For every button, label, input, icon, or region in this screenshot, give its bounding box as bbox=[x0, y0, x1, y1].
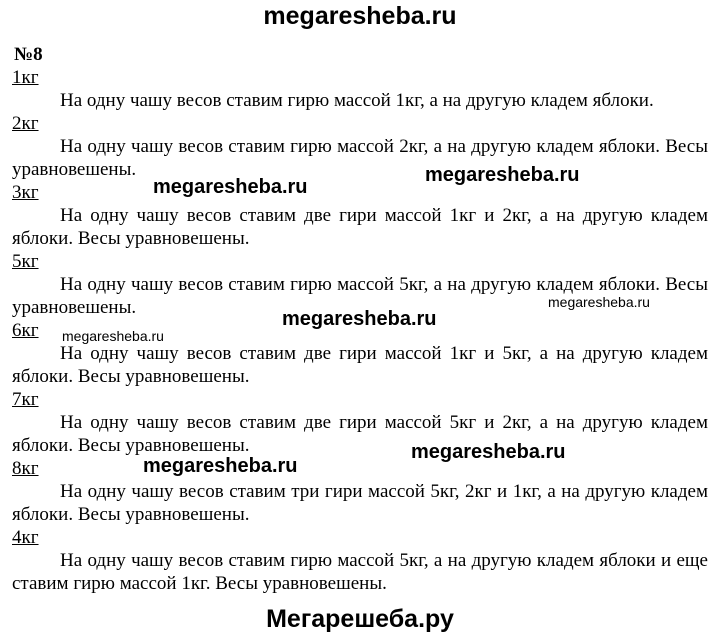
watermark: megaresheba.ru bbox=[282, 308, 437, 330]
mass-label: 5кг bbox=[12, 251, 39, 272]
mass-label: 1кг bbox=[12, 67, 39, 88]
watermark: megaresheba.ru bbox=[62, 328, 164, 344]
mass-label: 7кг bbox=[12, 389, 39, 410]
solution-text: На одну чашу весов ставим три гири массой 5кг, 2кг и 1кг, а на другую кладем яблоки. Весы уравновешены. bbox=[12, 481, 708, 525]
watermark: megaresheba.ru bbox=[425, 164, 580, 186]
solution-item bbox=[12, 66, 708, 112]
solution-item bbox=[12, 388, 708, 457]
solution-item bbox=[12, 112, 708, 181]
mass-label: 4кг bbox=[12, 527, 39, 548]
solution-item bbox=[12, 181, 708, 250]
solution-text: На одну чашу весов ставим гирю массой 2кг, а на другую кладем яблоки. Весы уравновешены. bbox=[12, 136, 708, 180]
mass-label: 2кг bbox=[12, 113, 39, 134]
solution-item bbox=[12, 457, 708, 526]
mass-label: 8кг bbox=[12, 458, 39, 479]
watermark: megaresheba.ru bbox=[143, 455, 298, 477]
solution-text: На одну чашу весов ставим две гири массой 5кг и 2кг, а на другую кладем яблоки. Весы уравновешены. bbox=[12, 412, 708, 456]
solution-text: На одну чашу весов ставим две гири массой 1кг и 2кг, а на другую кладем яблоки. Весы уравновешены. bbox=[12, 205, 708, 249]
solution-text: На одну чашу весов ставим гирю массой 5кг, а на другую кладем яблоки и еще ставим гирю массой 1кг. Весы уравновешены. bbox=[12, 550, 708, 594]
solution-text: На одну чашу весов ставим гирю массой 1кг, а на другую кладем яблоки. bbox=[60, 90, 654, 111]
watermark: megaresheba.ru bbox=[548, 294, 650, 310]
problem-number: №8 bbox=[14, 44, 43, 65]
mass-label: 3кг bbox=[12, 182, 39, 203]
site-header: megaresheba.ru bbox=[263, 2, 457, 30]
site-footer: Мегарешеба.ру bbox=[266, 605, 454, 633]
solution-item bbox=[12, 526, 708, 595]
watermark: megaresheba.ru bbox=[411, 441, 566, 463]
mass-label: 6кг bbox=[12, 320, 39, 341]
solution-text: На одну чашу весов ставим гирю массой 5кг, а на другую кладем яблоки. Весы уравновешены. bbox=[12, 274, 708, 318]
watermark: megaresheba.ru bbox=[153, 176, 308, 198]
solution-text: На одну чашу весов ставим две гири массой 1кг и 5кг, а на другую кладем яблоки. Весы уравновешены. bbox=[12, 343, 708, 387]
